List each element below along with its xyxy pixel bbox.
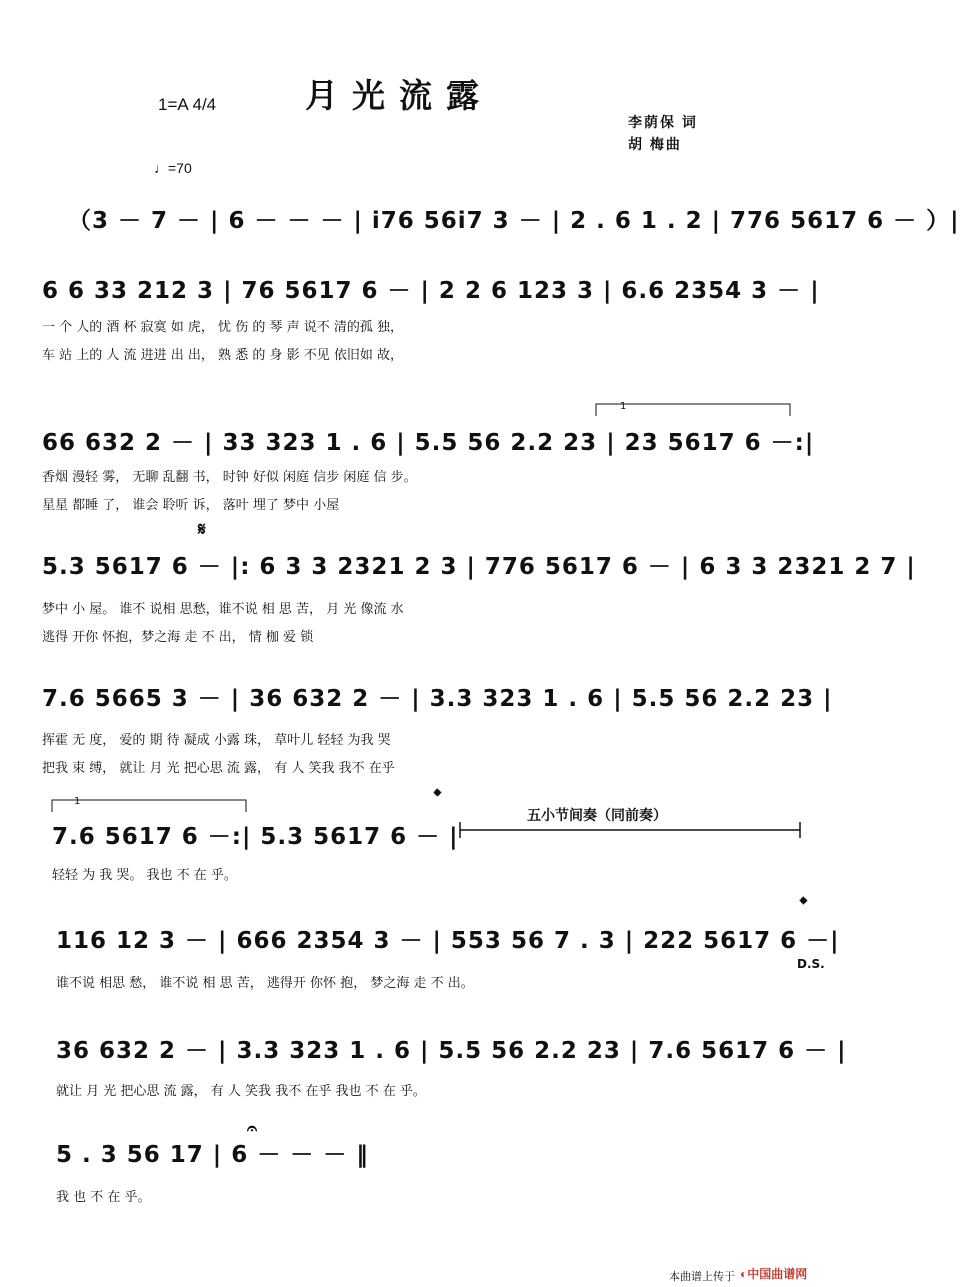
tempo-marking — [154, 160, 192, 176]
lyrics-row-7: 就让 月 光 把心思 流 露， 有 人 笑我 我不 在乎 我也 不 在 乎。 — [56, 1084, 426, 1099]
score-row-7: 36 632 2 － | 3.3 323 1 . 6 | 5.5 56 2.2 23 | 7.6 5617 6 － | — [56, 1038, 847, 1064]
tempo-value: =70 — [168, 160, 192, 176]
score-row-6: 116 12 3 － | 666 2354 3 － | 553 56 7 . 3 | 222 5617 6 －| — [56, 928, 840, 954]
fermata-sign: 𝄐 — [247, 1118, 258, 1139]
score-row-4: 7.6 5665 3 － | 36 632 2 － | 3.3 323 1 . 6 | 5.5 56 2.2 23 | — [42, 686, 833, 712]
lyricist-credit: 李荫保 词 — [628, 114, 698, 130]
logo-icon: ◐ — [740, 1267, 748, 1281]
lyrics-row-8: 我 也 不 在 乎。 — [56, 1190, 151, 1205]
coda-sign-row-5: 𝄌 — [434, 784, 441, 808]
lyrics-row-6: 谁不说 相思 愁， 谁不说 相 思 苦， 逃得开 你怀 抱， 梦之海 走 不 出。 — [56, 976, 474, 991]
lyrics-row-3-verse-2: 逃得 开你 怀抱，梦之海 走 不 出， 情 枷 爱 锁 — [42, 630, 314, 645]
volta-label-row-5: 1 — [74, 796, 81, 807]
lyrics-row-1-verse-2: 车 站 上的 人 流 进进 出 出， 熟 悉 的 身 影 不见 依旧如 故， — [42, 348, 403, 363]
score-row-1: 6 6 33 212 3 | 76 5617 6 － | 2 2 6 123 3 | 6.6 2354 3 － | — [42, 278, 820, 304]
interlude-label: 五小节间奏（同前奏） — [527, 808, 667, 824]
score-row-2: 66 632 2 － | 33 323 1 . 6 | 5.5 56 2.2 23 | 23 5617 6 －:| — [42, 430, 815, 456]
lyrics-row-3-verse-1: 梦中 小 屋。 谁不 说相 思愁，谁不说 相 思 苦， 月 光 像流 水 — [42, 602, 404, 617]
coda-sign-row-6: 𝄌 — [800, 892, 807, 916]
lyrics-row-5: 轻轻 为 我 哭。 我也 不 在 乎。 — [52, 868, 237, 883]
composer-credit: 胡 梅曲 — [628, 136, 682, 152]
lyrics-row-4-verse-1: 挥霍 无 度， 爱的 期 待 凝成 小露 珠， 草叶儿 轻轻 为我 哭 — [42, 733, 391, 748]
score-row-3: 5.3 5617 6 － |: 6 3 3 2321 2 3 | 776 5617 6 － | 6 3 3 2321 2 7 | — [42, 554, 916, 580]
key-signature: 1=A 4/4 — [158, 95, 217, 114]
score-row-8: 5 . 3 56 17 | 6 － － － ‖ — [56, 1142, 369, 1168]
site-logo[interactable] — [740, 1265, 807, 1283]
lyrics-row-2-verse-1: 香烟 漫轻 雾， 无聊 乱翻 书， 时钟 好似 闲庭 信步 闲庭 信 步。 — [42, 470, 417, 485]
segno-sign: 𝄋 — [198, 519, 206, 540]
site-name: 中国曲谱网 — [747, 1267, 808, 1281]
lyrics-row-1-verse-1: 一 个 人的 酒 杯 寂寞 如 虎， 忧 伤 的 琴 声 说不 清的孤 独， — [42, 320, 403, 335]
score-row-intro: （3 － 7 － | 6 － － － | i76 56i7 3 － | 2 . 6 1 . 2 | 776 5617 6 － ）| — [68, 208, 960, 234]
song-title: 月光流露 — [305, 76, 493, 115]
volta-bracket-row-5 — [52, 800, 246, 812]
footer-upload-text: 本曲谱上传于 — [669, 1271, 735, 1283]
lyrics-row-4-verse-2: 把我 束 缚， 就让 月 光 把心思 流 露， 有 人 笑我 我不 在乎 — [42, 761, 395, 776]
quarter-note-icon: ♩ — [154, 160, 168, 176]
volta-label-row-2: 1 — [620, 401, 627, 412]
ds-marking: D.S. — [797, 957, 825, 971]
lyrics-row-2-verse-2: 星星 都睡 了， 谁会 聆听 诉， 落叶 埋了 梦中 小屋 — [42, 498, 340, 513]
score-row-5: 7.6 5617 6 －:| 5.3 5617 6 － | — [52, 824, 459, 850]
